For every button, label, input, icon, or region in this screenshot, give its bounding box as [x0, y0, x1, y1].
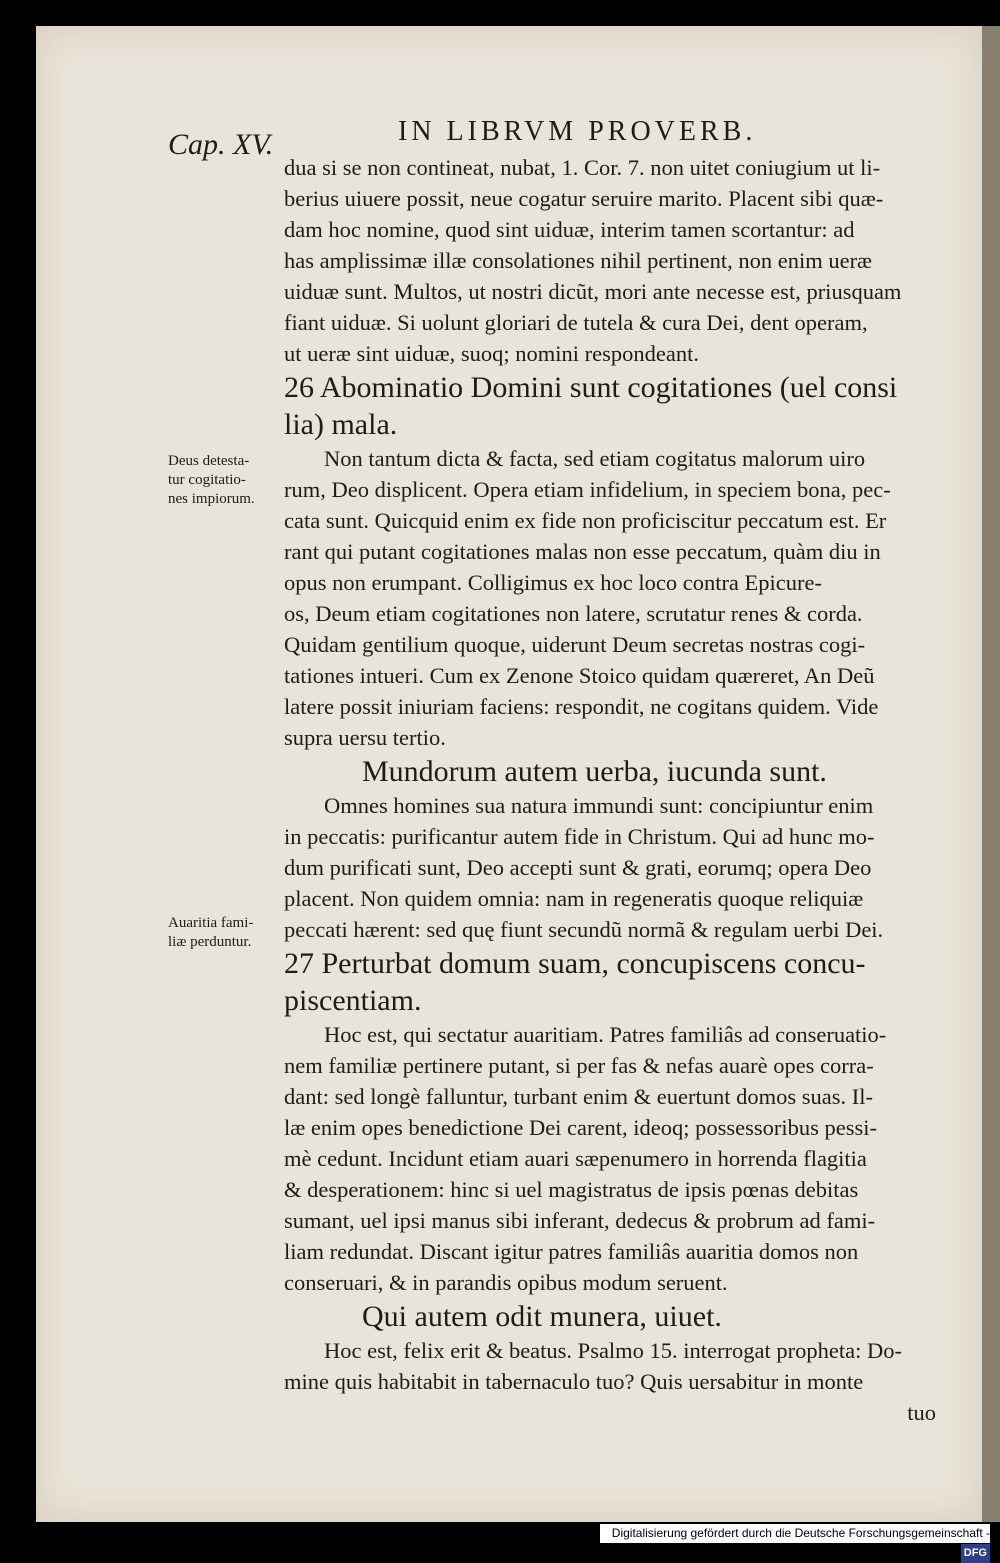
- text-line: mine quis habitabit in tabernaculo tuo? Quis uersabitur in monte: [284, 1369, 864, 1394]
- verse-heading-27: 27 Perturbat domum suam, concupiscens concu-: [284, 947, 866, 980]
- chapter-number: Cap. XV.: [168, 128, 274, 161]
- text-line: mè cedunt. Incidunt etiam auari sæpenumero in horrenda flagitia: [284, 1146, 867, 1171]
- text-line: nem familiæ pertinere putant, si per fas & nefas auarè opes corra-: [284, 1053, 874, 1078]
- text-line: tationes intueri. Cum ex Zenone Stoico quidam quæreret, An Deũ: [284, 663, 875, 688]
- text-line: & desperationem: hinc si uel magistratus de ipsis pœnas debitas: [284, 1177, 859, 1202]
- text-line: Quidam gentilium quoque, uiderunt Deum secretas nostras cogi-: [284, 632, 866, 657]
- page-edge: [982, 26, 1000, 1522]
- margin-note-auaritia: [168, 914, 288, 952]
- text-line: dam hoc nomine, quod sint uiduæ, interim tamen scortantur: ad: [284, 217, 855, 242]
- footer-text: Digitalisierung gefördert durch die Deutsche Forschungsgemeinschaft -: [611, 1526, 990, 1540]
- margin-note-cogitationes: [168, 452, 288, 509]
- verse-heading-26b: Mundorum autem uerba, iucunda sunt.: [362, 755, 827, 788]
- text-line: liam redundat. Discant igitur patres familiâs auaritia domos non: [284, 1239, 859, 1264]
- text-line: os, Deum etiam cogitationes non latere, scrutatur renes & corda.: [284, 601, 863, 626]
- text-line: uiduæ sunt. Multos, ut nostri dicũt, mori ante necesse est, priusquam: [284, 279, 902, 304]
- margin-note-line: nes impiorum.: [168, 491, 255, 507]
- margin-note-line: liæ perduntur.: [168, 934, 252, 950]
- text-line: supra uersu tertio.: [284, 725, 446, 750]
- text-line: peccati hærent: sed quę fiunt secundũ normã & regulam uerbi Dei.: [284, 917, 884, 942]
- text-line: in peccatis: purificantur autem fide in Christum. Qui ad hunc mo-: [284, 824, 875, 849]
- verse-heading-26-cont: lia) mala.: [284, 408, 398, 441]
- verse-heading-27b: Qui autem odit munera, uiuet.: [362, 1300, 722, 1333]
- catchword: tuo: [907, 1400, 936, 1425]
- text-line: rum, Deo displicent. Opera etiam infidelium, in speciem bona, pec-: [284, 477, 891, 502]
- text-line: placent. Non quidem omnia: nam in regeneratis quoque reliquiæ: [284, 886, 864, 911]
- text-line: dum purificati sunt, Deo accepti sunt & grati, eorumq; opera Deo: [284, 855, 872, 880]
- text-line: dua si se non contineat, nubat, 1. Cor. 7. non uitet coniugium ut li-: [284, 155, 881, 180]
- text-line: Hoc est, felix erit & beatus. Psalmo 15. interrogat propheta: Do-: [324, 1338, 902, 1363]
- dfg-logo: DFG: [961, 1544, 990, 1563]
- margin-note-line: Auaritia fami-: [168, 915, 254, 931]
- text-line: Non tantum dicta & facta, sed etiam cogitatus malorum uiro: [324, 446, 866, 471]
- text-line: Omnes homines sua natura immundi sunt: concipiuntur enim: [324, 793, 874, 818]
- margin-note-line: tur cogitatio-: [168, 472, 246, 488]
- digitization-footer: [600, 1524, 990, 1559]
- text-line: rant qui putant cogitationes malas non esse peccatum, quàm diu in: [284, 539, 881, 564]
- text-line: latere possit iniuriam faciens: respondit, ne cogitans quidem. Vide: [284, 694, 879, 719]
- text-line: conseruari, & in parandis opibus modum seruent.: [284, 1270, 728, 1295]
- text-line: berius uiuere possit, neue cogatur seruire marito. Placent sibi quæ-: [284, 186, 884, 211]
- text-line: Hoc est, qui sectatur auaritiam. Patres familiâs ad conseruatio-: [324, 1022, 887, 1047]
- text-line: læ enim opes benedictione Dei carent, ideoq; possessoribus pessi-: [284, 1115, 877, 1140]
- text-line: has amplissimæ illæ consolationes nihil pertinent, non enim ueræ: [284, 248, 873, 273]
- text-line: sumant, uel ipsi manus sibi inferant, dedecus & probrum ad fami-: [284, 1208, 876, 1233]
- text-line: fiant uiduæ. Si uolunt gloriari de tutela & cura Dei, dent operam,: [284, 310, 868, 335]
- verse-heading-26: 26 Abominatio Domini sunt cogitationes (uel consi: [284, 371, 898, 404]
- text-line: ut ueræ sint uiduæ, suoq; nomini respondeant.: [284, 341, 699, 366]
- margin-note-line: Deus detesta-: [168, 453, 250, 469]
- verse-heading-27-cont: piscentiam.: [284, 984, 422, 1017]
- text-line: opus non erumpant. Colligimus ex hoc loco contra Epicure-: [284, 570, 823, 595]
- main-text: [284, 152, 944, 1428]
- text-line: dant: sed longè falluntur, turbant enim & euertunt domos suas. Il-: [284, 1084, 873, 1109]
- running-title: IN LIBRVM PROVERB.: [398, 116, 757, 147]
- text-line: cata sunt. Quicquid enim ex fide non proficiscitur peccatum est. Er: [284, 508, 887, 533]
